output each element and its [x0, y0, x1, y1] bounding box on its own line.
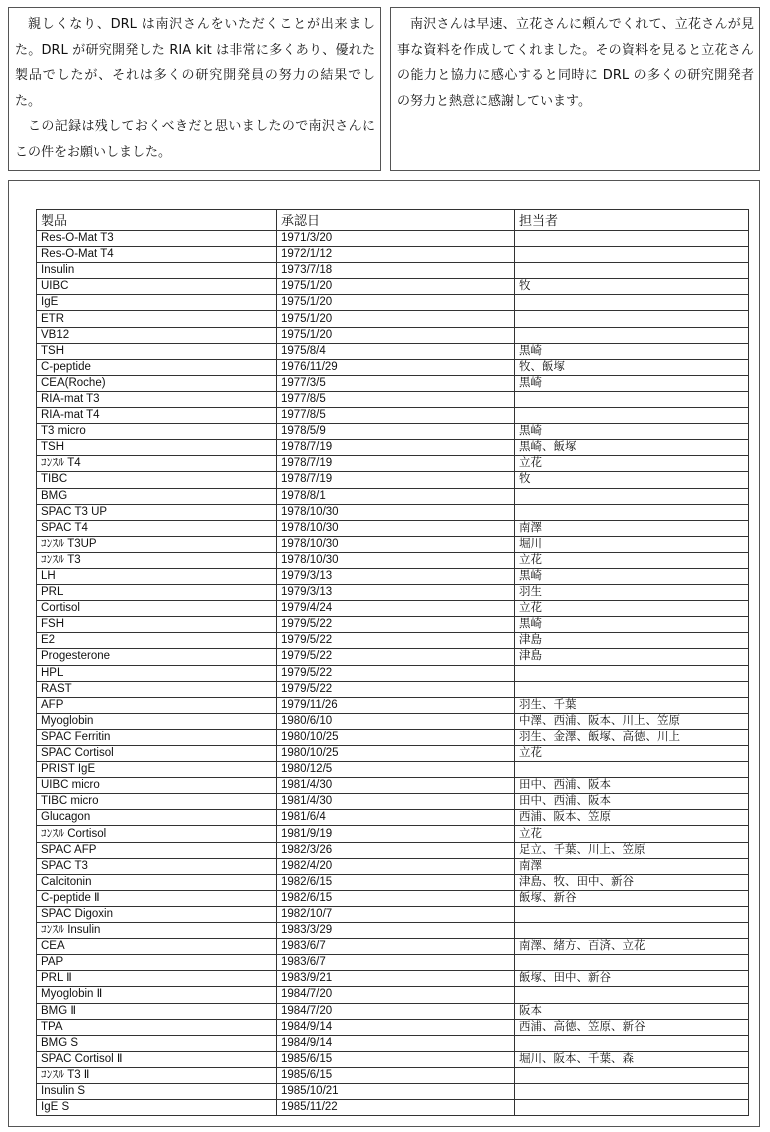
intro-left-paragraph-1: 親しくなり、DRL は南沢さんをいただくことが出来ました。DRL が研究開発した RIA kit は非常に多くあり、優れた製品でしたが、それは多くの研究開発員の努力の結果でした。 — [15, 17, 375, 109]
cell-person-in-charge — [515, 1035, 749, 1051]
cell-product: LH — [37, 568, 277, 584]
table-row — [37, 746, 749, 762]
cell-product: SPAC Ferritin — [37, 729, 277, 745]
cell-product: SPAC T3 UP — [37, 504, 277, 520]
cell-approval-date: 1978/10/30 — [277, 520, 515, 536]
cell-approval-date: 1977/3/5 — [277, 375, 515, 391]
cell-product: C-peptide — [37, 359, 277, 375]
cell-product: AFP — [37, 697, 277, 713]
table-row — [37, 536, 749, 552]
cell-person-in-charge — [515, 408, 749, 424]
cell-product: RIA-mat T4 — [37, 408, 277, 424]
cell-person-in-charge: 黒崎 — [515, 617, 749, 633]
cell-person-in-charge — [515, 1067, 749, 1083]
table-row — [37, 665, 749, 681]
intro-left-paragraph-2: この記録は残しておくべきだと思いましたので南沢さんにこの件をお願いしました。 — [15, 119, 375, 160]
cell-person-in-charge — [515, 231, 749, 247]
cell-product: Res-O-Mat T3 — [37, 231, 277, 247]
table-row — [37, 955, 749, 971]
cell-product: SPAC Cortisol Ⅱ — [37, 1051, 277, 1067]
table-row — [37, 729, 749, 745]
table-row — [37, 778, 749, 794]
cell-product: ｺﾝｽﾙ T4 — [37, 456, 277, 472]
cell-approval-date: 1985/11/22 — [277, 1100, 515, 1116]
table-row — [37, 585, 749, 601]
cell-approval-date: 1979/5/22 — [277, 681, 515, 697]
table-body — [37, 231, 749, 1116]
cell-product: RIA-mat T3 — [37, 391, 277, 407]
cell-approval-date: 1975/1/20 — [277, 311, 515, 327]
cell-person-in-charge: 堀川 — [515, 536, 749, 552]
cell-person-in-charge: 立花 — [515, 552, 749, 568]
table-row — [37, 681, 749, 697]
cell-person-in-charge: 津島、牧、田中、新谷 — [515, 874, 749, 890]
cell-person-in-charge — [515, 1083, 749, 1099]
cell-product: CEA(Roche) — [37, 375, 277, 391]
cell-product: RAST — [37, 681, 277, 697]
cell-person-in-charge: 牧 — [515, 279, 749, 295]
cell-approval-date: 1978/5/9 — [277, 424, 515, 440]
cell-person-in-charge: 南澤、緒方、百済、立花 — [515, 939, 749, 955]
cell-approval-date: 1978/8/1 — [277, 488, 515, 504]
cell-product: BMG — [37, 488, 277, 504]
cell-approval-date: 1984/9/14 — [277, 1035, 515, 1051]
cell-person-in-charge — [515, 955, 749, 971]
cell-approval-date: 1978/10/30 — [277, 552, 515, 568]
cell-person-in-charge: 牧 — [515, 472, 749, 488]
cell-person-in-charge: 西浦、阪本、笠原 — [515, 810, 749, 826]
cell-product: VB12 — [37, 327, 277, 343]
cell-approval-date: 1983/9/21 — [277, 971, 515, 987]
cell-product: IgE S — [37, 1100, 277, 1116]
table-row — [37, 762, 749, 778]
cell-approval-date: 1979/5/22 — [277, 649, 515, 665]
table-row — [37, 343, 749, 359]
cell-person-in-charge: 飯塚、新谷 — [515, 890, 749, 906]
cell-approval-date: 1981/9/19 — [277, 826, 515, 842]
cell-approval-date: 1978/10/30 — [277, 504, 515, 520]
table-row — [37, 456, 749, 472]
cell-person-in-charge — [515, 263, 749, 279]
cell-product: ｺﾝｽﾙ T3 Ⅱ — [37, 1067, 277, 1083]
table-row — [37, 890, 749, 906]
cell-product: Cortisol — [37, 601, 277, 617]
cell-person-in-charge: 西浦、高徳、笠原、新谷 — [515, 1019, 749, 1035]
cell-approval-date: 1985/6/15 — [277, 1051, 515, 1067]
cell-approval-date: 1979/5/22 — [277, 633, 515, 649]
cell-approval-date: 1978/7/19 — [277, 472, 515, 488]
cell-approval-date: 1976/11/29 — [277, 359, 515, 375]
cell-approval-date: 1977/8/5 — [277, 408, 515, 424]
cell-person-in-charge: 黒崎 — [515, 375, 749, 391]
table-header-row — [37, 210, 749, 231]
cell-product: UIBC micro — [37, 778, 277, 794]
header-product: 製品 — [37, 210, 277, 231]
cell-product: FSH — [37, 617, 277, 633]
cell-person-in-charge: 田中、西浦、阪本 — [515, 794, 749, 810]
cell-product: T3 micro — [37, 424, 277, 440]
cell-product: Progesterone — [37, 649, 277, 665]
cell-product: ｺﾝｽﾙ Insulin — [37, 923, 277, 939]
cell-approval-date: 1971/3/20 — [277, 231, 515, 247]
cell-approval-date: 1982/6/15 — [277, 874, 515, 890]
cell-approval-date: 1979/3/13 — [277, 585, 515, 601]
cell-approval-date: 1979/5/22 — [277, 617, 515, 633]
table-row — [37, 1019, 749, 1035]
cell-product: ｺﾝｽﾙ T3UP — [37, 536, 277, 552]
cell-person-in-charge: 田中、西浦、阪本 — [515, 778, 749, 794]
cell-person-in-charge: 南澤 — [515, 858, 749, 874]
cell-approval-date: 1980/6/10 — [277, 713, 515, 729]
cell-approval-date: 1984/7/20 — [277, 987, 515, 1003]
cell-approval-date: 1982/3/26 — [277, 842, 515, 858]
cell-person-in-charge — [515, 762, 749, 778]
table-row — [37, 552, 749, 568]
cell-product: SPAC T4 — [37, 520, 277, 536]
cell-approval-date: 1979/11/26 — [277, 697, 515, 713]
cell-product: TPA — [37, 1019, 277, 1035]
cell-product: UIBC — [37, 279, 277, 295]
table-row — [37, 794, 749, 810]
cell-person-in-charge: 立花 — [515, 456, 749, 472]
cell-product: SPAC Digoxin — [37, 906, 277, 922]
table-row — [37, 826, 749, 842]
cell-product: Myoglobin Ⅱ — [37, 987, 277, 1003]
table-row — [37, 472, 749, 488]
cell-approval-date: 1984/9/14 — [277, 1019, 515, 1035]
cell-approval-date: 1979/5/22 — [277, 665, 515, 681]
cell-product: Glucagon — [37, 810, 277, 826]
cell-approval-date: 1975/8/4 — [277, 343, 515, 359]
cell-approval-date: 1983/6/7 — [277, 955, 515, 971]
cell-person-in-charge: 飯塚、田中、新谷 — [515, 971, 749, 987]
cell-product: ｺﾝｽﾙ T3 — [37, 552, 277, 568]
table-row — [37, 424, 749, 440]
cell-person-in-charge: 阪本 — [515, 1003, 749, 1019]
cell-product: ｺﾝｽﾙ Cortisol — [37, 826, 277, 842]
cell-product: SPAC T3 — [37, 858, 277, 874]
table-row — [37, 440, 749, 456]
table-row — [37, 971, 749, 987]
cell-approval-date: 1980/10/25 — [277, 729, 515, 745]
table-row — [37, 697, 749, 713]
cell-approval-date: 1982/6/15 — [277, 890, 515, 906]
cell-approval-date: 1975/1/20 — [277, 295, 515, 311]
table-row — [37, 359, 749, 375]
cell-person-in-charge: 足立、千葉、川上、笠原 — [515, 842, 749, 858]
table-row — [37, 810, 749, 826]
cell-person-in-charge — [515, 504, 749, 520]
cell-product: Insulin — [37, 263, 277, 279]
table-row — [37, 311, 749, 327]
table-row — [37, 391, 749, 407]
cell-person-in-charge — [515, 681, 749, 697]
cell-approval-date: 1975/1/20 — [277, 279, 515, 295]
cell-person-in-charge: 立花 — [515, 746, 749, 762]
table-row — [37, 1035, 749, 1051]
cell-approval-date: 1983/6/7 — [277, 939, 515, 955]
cell-person-in-charge: 津島 — [515, 633, 749, 649]
cell-person-in-charge: 立花 — [515, 826, 749, 842]
cell-product: TIBC — [37, 472, 277, 488]
table-row — [37, 520, 749, 536]
cell-product: SPAC AFP — [37, 842, 277, 858]
cell-approval-date: 1983/3/29 — [277, 923, 515, 939]
cell-product: SPAC Cortisol — [37, 746, 277, 762]
cell-person-in-charge — [515, 311, 749, 327]
cell-product: TSH — [37, 440, 277, 456]
table-row — [37, 906, 749, 922]
cell-approval-date: 1977/8/5 — [277, 391, 515, 407]
table-row — [37, 649, 749, 665]
cell-product: PRL Ⅱ — [37, 971, 277, 987]
cell-approval-date: 1981/4/30 — [277, 794, 515, 810]
cell-person-in-charge — [515, 391, 749, 407]
table-row — [37, 842, 749, 858]
cell-approval-date: 1980/10/25 — [277, 746, 515, 762]
cell-product: Res-O-Mat T4 — [37, 247, 277, 263]
cell-approval-date: 1985/10/21 — [277, 1083, 515, 1099]
table-row — [37, 1003, 749, 1019]
table-row — [37, 1100, 749, 1116]
table-row — [37, 375, 749, 391]
cell-product: PRL — [37, 585, 277, 601]
cell-approval-date: 1985/6/15 — [277, 1067, 515, 1083]
table-row — [37, 504, 749, 520]
cell-product: E2 — [37, 633, 277, 649]
cell-person-in-charge — [515, 1100, 749, 1116]
cell-person-in-charge — [515, 987, 749, 1003]
cell-product: BMG Ⅱ — [37, 1003, 277, 1019]
cell-person-in-charge: 黒崎、飯塚 — [515, 440, 749, 456]
table-row — [37, 1067, 749, 1083]
table-row — [37, 231, 749, 247]
table-row — [37, 858, 749, 874]
intro-text-box-right — [390, 7, 760, 171]
cell-product: IgE — [37, 295, 277, 311]
cell-product: Insulin S — [37, 1083, 277, 1099]
header-approval-date: 承認日 — [277, 210, 515, 231]
cell-approval-date: 1984/7/20 — [277, 1003, 515, 1019]
cell-product: CEA — [37, 939, 277, 955]
cell-person-in-charge — [515, 295, 749, 311]
cell-product: ETR — [37, 311, 277, 327]
cell-approval-date: 1978/7/19 — [277, 440, 515, 456]
table-row — [37, 488, 749, 504]
table-row — [37, 279, 749, 295]
table-row — [37, 1051, 749, 1067]
cell-person-in-charge — [515, 327, 749, 343]
cell-person-in-charge: 牧、飯塚 — [515, 359, 749, 375]
cell-person-in-charge — [515, 665, 749, 681]
cell-product: TSH — [37, 343, 277, 359]
cell-product: Myoglobin — [37, 713, 277, 729]
cell-person-in-charge: 羽生 — [515, 585, 749, 601]
cell-approval-date: 1982/4/20 — [277, 858, 515, 874]
cell-person-in-charge — [515, 906, 749, 922]
cell-approval-date: 1978/7/19 — [277, 456, 515, 472]
cell-approval-date: 1975/1/20 — [277, 327, 515, 343]
table-row — [37, 327, 749, 343]
cell-person-in-charge: 立花 — [515, 601, 749, 617]
cell-approval-date: 1981/6/4 — [277, 810, 515, 826]
cell-product: C-peptide Ⅱ — [37, 890, 277, 906]
cell-person-in-charge: 南澤 — [515, 520, 749, 536]
cell-person-in-charge — [515, 247, 749, 263]
product-approval-table — [36, 209, 749, 1116]
table-row — [37, 923, 749, 939]
cell-approval-date: 1982/10/7 — [277, 906, 515, 922]
cell-person-in-charge: 黒崎 — [515, 568, 749, 584]
product-table-frame — [8, 180, 760, 1127]
table-row — [37, 874, 749, 890]
cell-approval-date: 1973/7/18 — [277, 263, 515, 279]
cell-product: PRIST IgE — [37, 762, 277, 778]
cell-product: PAP — [37, 955, 277, 971]
cell-person-in-charge — [515, 923, 749, 939]
table-row — [37, 939, 749, 955]
cell-approval-date: 1978/10/30 — [277, 536, 515, 552]
intro-text-box-left — [8, 7, 381, 171]
table-row — [37, 601, 749, 617]
table-row — [37, 295, 749, 311]
table-row — [37, 633, 749, 649]
table-row — [37, 263, 749, 279]
table-row — [37, 617, 749, 633]
cell-approval-date: 1972/1/12 — [277, 247, 515, 263]
cell-product: TIBC micro — [37, 794, 277, 810]
table-row — [37, 1083, 749, 1099]
cell-person-in-charge: 中澤、西浦、阪本、川上、笠原 — [515, 713, 749, 729]
cell-product: HPL — [37, 665, 277, 681]
cell-person-in-charge: 羽生、金澤、飯塚、高徳、川上 — [515, 729, 749, 745]
table-row — [37, 987, 749, 1003]
intro-right-paragraph-1: 南沢さんは早速、立花さんに頼んでくれて、立花さんが見事な資料を作成してくれました。その資料を見ると立花さんの能力と協力に感心すると同時に DRL の多くの研究開発者の努力と熱意に感謝しています。 — [397, 17, 754, 109]
table-row — [37, 568, 749, 584]
table-row — [37, 713, 749, 729]
cell-person-in-charge: 津島 — [515, 649, 749, 665]
cell-person-in-charge: 黒崎 — [515, 343, 749, 359]
cell-product: BMG S — [37, 1035, 277, 1051]
table-row — [37, 247, 749, 263]
cell-approval-date: 1981/4/30 — [277, 778, 515, 794]
cell-person-in-charge: 羽生、千葉 — [515, 697, 749, 713]
table-row — [37, 408, 749, 424]
cell-approval-date: 1979/3/13 — [277, 568, 515, 584]
header-person-in-charge: 担当者 — [515, 210, 749, 231]
cell-person-in-charge: 黒崎 — [515, 424, 749, 440]
cell-approval-date: 1979/4/24 — [277, 601, 515, 617]
cell-person-in-charge: 堀川、阪本、千葉、森 — [515, 1051, 749, 1067]
cell-approval-date: 1980/12/5 — [277, 762, 515, 778]
cell-product: Calcitonin — [37, 874, 277, 890]
cell-person-in-charge — [515, 488, 749, 504]
